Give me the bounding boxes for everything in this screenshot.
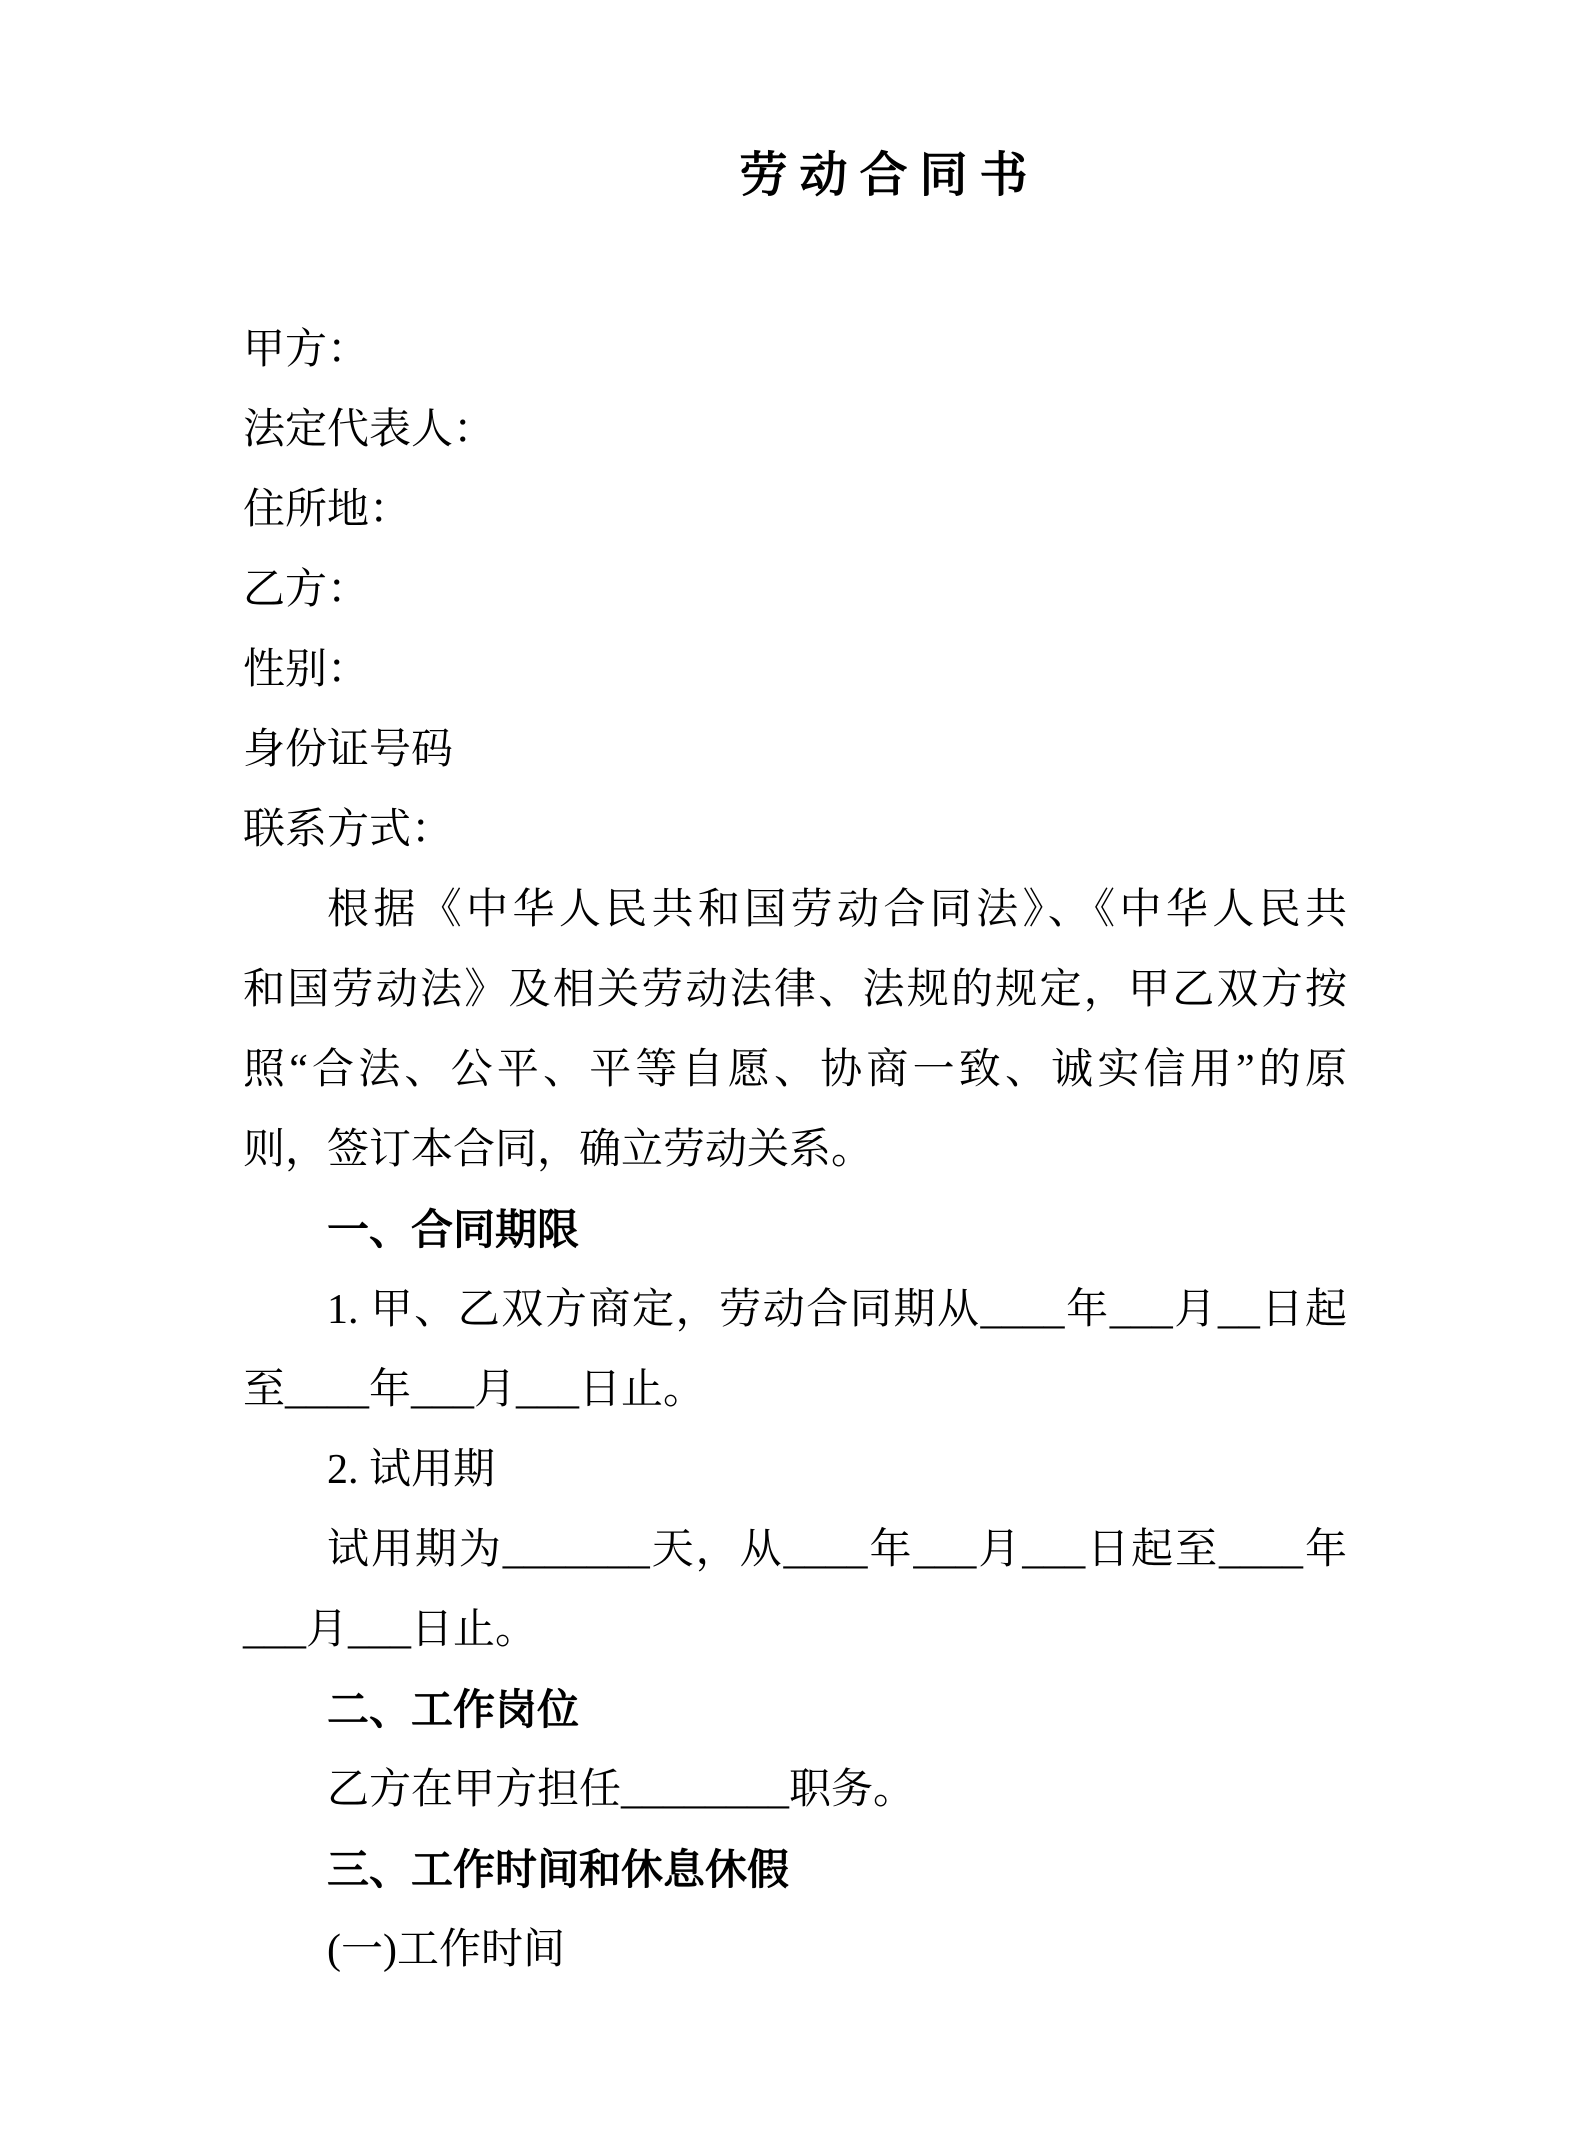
contract-line: (一)工作时间 <box>327 1927 565 1973</box>
contract-line: 试用期为_______天，从____年___月___日起至____年 <box>327 1527 1347 1573</box>
contract-line: 和国劳动法》及相关劳动法律、法规的规定，甲乙双方按 <box>243 967 1347 1013</box>
contract-line: 乙方在甲方担任________职务。 <box>327 1767 916 1813</box>
contract-line: ___月___日止。 <box>243 1607 538 1653</box>
contract-line: 2. 试用期 <box>327 1447 496 1493</box>
section-heading: 二、工作岗位 <box>327 1686 580 1733</box>
contract-line: 乙方： <box>243 567 370 613</box>
contract-line: 根据《中华人民共和国劳动合同法》、《中华人民共 <box>327 887 1347 933</box>
section-heading: 三、工作时间和休息休假 <box>327 1846 790 1893</box>
contract-line: 联系方式： <box>243 807 454 853</box>
contract-line: 照“合法、公平、平等自愿、协商一致、诚实信用”的原 <box>243 1047 1347 1093</box>
contract-line: 住所地： <box>243 487 412 533</box>
contract-line: 法定代表人： <box>243 407 496 453</box>
contract-line: 甲方： <box>243 327 370 373</box>
document-title: 劳动合同书 <box>739 149 1040 202</box>
contract-body <box>243 310 1347 1990</box>
contract-line: 则，签订本合同，确立劳动关系。 <box>243 1127 874 1173</box>
contract-line: 至____年___月___日止。 <box>243 1367 706 1413</box>
contract-line: 身份证号码 <box>243 727 454 773</box>
contract-line: 性别： <box>243 647 370 693</box>
contract-line: 1. 甲、乙双方商定，劳动合同期从____年___月__日起 <box>327 1287 1347 1333</box>
section-heading: 一、合同期限 <box>327 1206 580 1253</box>
